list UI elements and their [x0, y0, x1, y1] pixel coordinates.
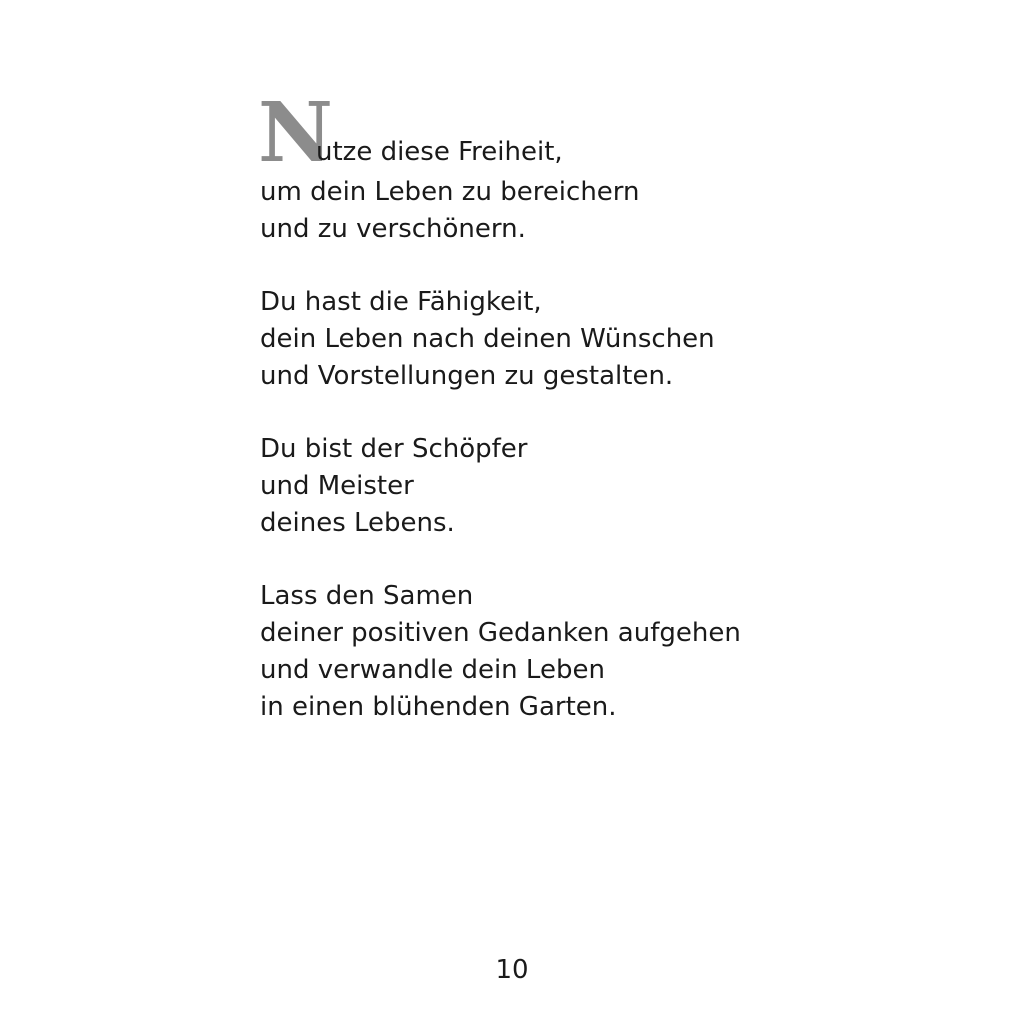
stanza-2 — [260, 284, 820, 395]
poem-line: Lass den Samen — [260, 581, 474, 611]
stanza-3 — [260, 431, 820, 542]
poem-line: und Meister — [260, 471, 414, 501]
poem-line: deines Lebens. — [260, 508, 455, 538]
stanza-4 — [260, 578, 820, 726]
first-line-text: utze diese Freiheit, — [316, 137, 563, 167]
page-number: 10 — [495, 955, 529, 985]
first-line — [258, 85, 820, 181]
stanza-1 — [258, 85, 820, 248]
poem-line: um dein Leben zu bereichern — [260, 177, 640, 207]
poem-line: Du bist der Schöpfer — [260, 434, 528, 464]
drop-cap: N — [258, 85, 333, 181]
poem-line: in einen blühenden Garten. — [260, 692, 617, 722]
poem-line: dein Leben nach deinen Wünschen — [260, 324, 715, 354]
poem — [258, 85, 820, 762]
poem-line: und verwandle dein Leben — [260, 655, 605, 685]
poem-line: und zu verschönern. — [260, 214, 526, 244]
poem-line: Du hast die Fähigkeit, — [260, 287, 542, 317]
poem-line: deiner positiven Gedanken aufgehen — [260, 618, 741, 648]
poem-line: und Vorstellungen zu gestalten. — [260, 361, 674, 391]
